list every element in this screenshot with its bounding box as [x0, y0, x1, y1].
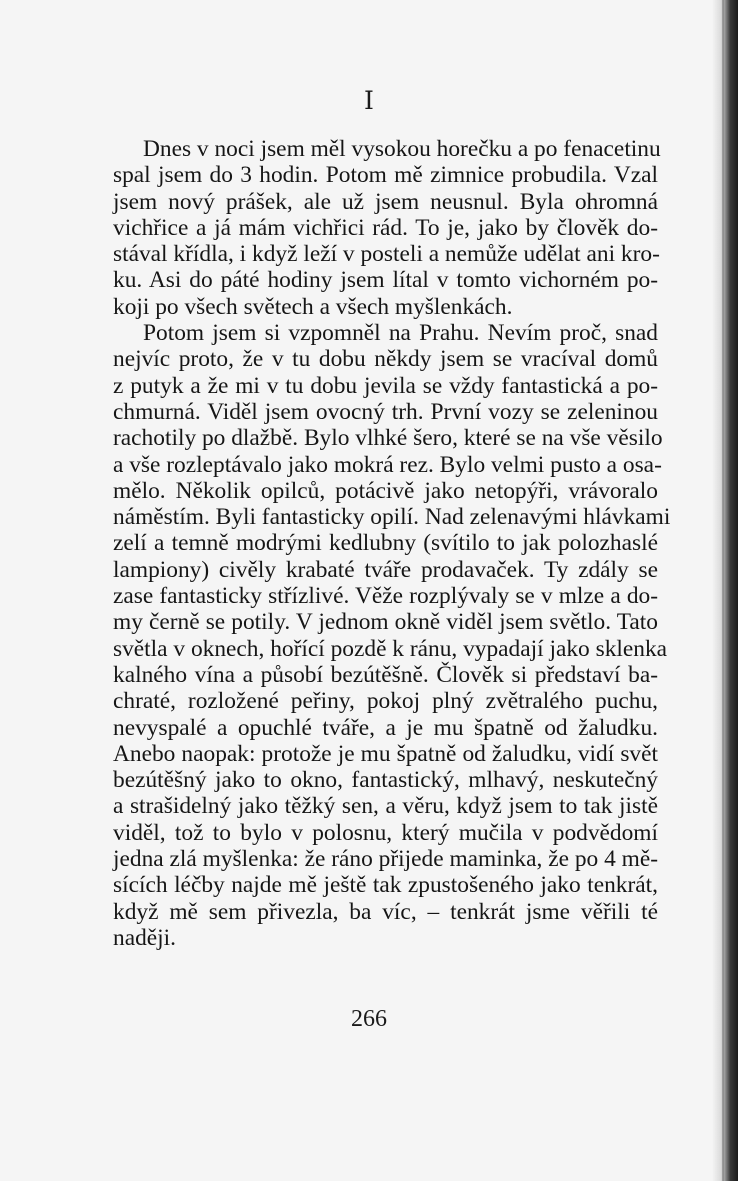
text-line: koji po všech světech a všech myšlenkách.	[113, 293, 513, 320]
text-line: z putyk a že mi v tu dobu jevila se vždy fantastická a po-	[113, 372, 658, 399]
text-line: zase fantasticky střízlivé. Věže rozplývaly se v mlze a do-	[113, 583, 658, 610]
page-edge-line	[722, 0, 724, 1181]
text-line: a vše rozleptávalo jako mokrá rez. Bylo velmi pusto a osa-	[113, 451, 662, 478]
text-line: sících léčby najde mě ještě tak zpustošeného jako tenkrát,	[113, 872, 658, 899]
text-line: bezútěšný jako to okno, fantastický, mlhavý, neskutečný	[113, 767, 658, 794]
text-line: kalného vína a působí bezútěšně. Člověk si představí ba-	[113, 661, 658, 688]
chapter-heading: I	[364, 86, 374, 115]
text-line: jedna zlá myšlenka: že ráno přijede maminka, že po 4 mě-	[113, 846, 658, 873]
text-line: jsem nový prášek, ale už jsem neusnul. Byla ohromná	[113, 188, 658, 215]
text-line: a strašidelný jako těžký sen, a věru, když jsem to tak jistě	[113, 793, 658, 820]
text-line: Potom jsem si vzpomněl na Prahu. Nevím proč, snad	[143, 320, 658, 347]
text-line: zelí a temně modrými kedlubny (svítilo to jak polozhaslé	[113, 530, 658, 557]
text-line: viděl, tož to bylo v polosnu, který mučila v podvědomí	[113, 819, 658, 846]
body-text	[113, 136, 671, 951]
text-line: rachotily po dlažbě. Bylo vlhké šero, které se na vše věsilo	[113, 425, 663, 452]
text-line: mělo. Několik opilců, potácivě jako netopýři, vrávoralo	[113, 477, 658, 504]
text-line: Dnes v noci jsem měl vysokou horečku a po fenacetinu	[143, 136, 661, 162]
text-line: naději.	[113, 924, 176, 951]
text-line: světla v oknech, hořící pozdě k ránu, vypadají jako sklenka	[113, 635, 668, 662]
text-line: ku. Asi do páté hodiny jsem lítal v tomto vichorném po-	[113, 267, 658, 294]
text-line: stával křídla, i když leží v posteli a nemůže udělat ani kro-	[113, 241, 660, 268]
text-line: nevyspalé a opuchlé tváře, a je mu špatně od žaludku.	[113, 714, 658, 741]
page-edge-shadow	[712, 0, 738, 1181]
text-line: když mě sem přivezla, ba víc, – tenkrát jsme věřili té	[113, 898, 658, 925]
text-line: vichřice a já mám vichřici rád. To je, jako by člověk do-	[113, 214, 658, 241]
text-line: lampiony) civěly krabaté tváře prodavaček. Ty zdály se	[113, 556, 658, 583]
text-line: spal jsem do 3 hodin. Potom mě zimnice probudila. Vzal	[113, 162, 658, 189]
text-line: chmurná. Viděl jsem ovocný trh. První vozy se zeleninou	[113, 398, 658, 425]
text-line: chraté, rozložené peřiny, pokoj plný zvětralého puchu,	[113, 688, 658, 715]
text-line: my černě se potily. V jednom okně viděl jsem světlo. Tato	[113, 609, 658, 636]
text-line: náměstím. Byli fantasticky opilí. Nad zelenavými hlávkami	[113, 504, 671, 531]
text-line: nejvíc proto, že v tu dobu někdy jsem se vracíval domů	[113, 346, 658, 373]
page-number: 266	[351, 1006, 387, 1032]
text-line: Anebo naopak: protože je mu špatně od žaludku, vidí svět	[113, 740, 658, 767]
